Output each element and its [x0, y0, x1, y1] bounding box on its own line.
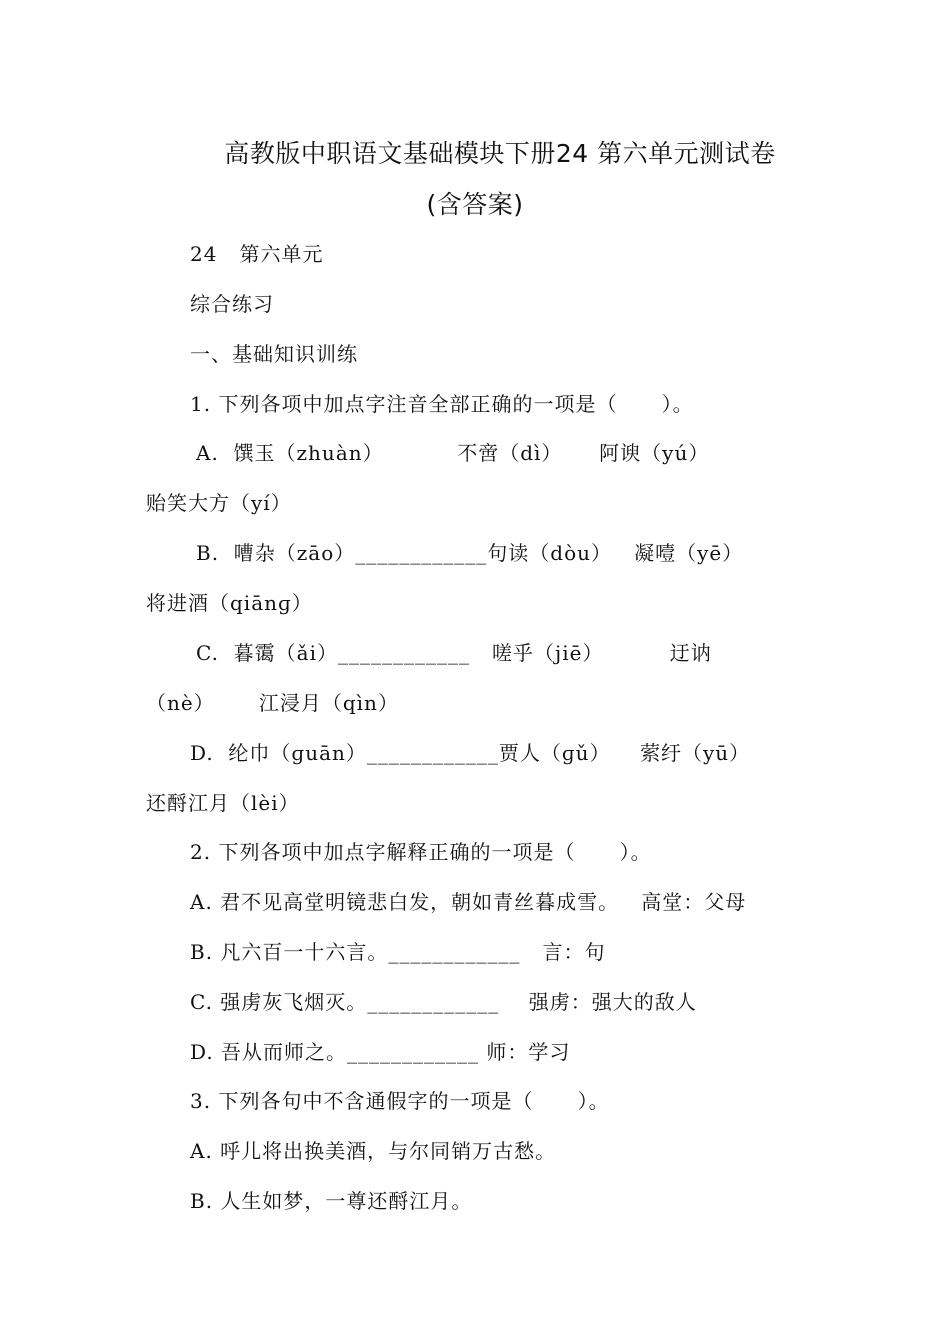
question-1-option-b-cont: 将进酒（qiānɡ） — [146, 591, 313, 615]
document-title-line2: (含答案) — [426, 190, 524, 219]
question-1-option-a-cont: 贻笑大方（yí） — [146, 491, 292, 515]
question-2-option-c: C. 强虏灰飞烟灭。____________ 强虏：强大的敌人 — [190, 990, 697, 1014]
document-title-line1: 高教版中职语文基础模块下册24 第六单元测试卷 — [224, 139, 776, 168]
question-1-option-d: D. 纶巾（ɡuān）____________贾人（ɡǔ） 萦纡（yū） — [190, 741, 751, 765]
question-2-option-d: D. 吾从而师之。____________ 师：学习 — [190, 1040, 571, 1064]
question-3-option-a: A. 呼儿将出换美酒，与尔同销万古愁。 — [190, 1139, 557, 1163]
question-3: 3. 下列各句中不含通假字的一项是（ ）。 — [190, 1089, 610, 1113]
question-1-option-c: C. 暮霭（ǎi）____________ 嗟乎（jiē） 迂讷 — [196, 641, 712, 665]
question-1: 1. 下列各项中加点字注音全部正确的一项是（ ）。 — [190, 392, 694, 416]
question-1-option-c-cont: （nè） 江浸月（qìn） — [146, 691, 399, 715]
question-1-option-d-cont: 还酹江月（lèi） — [146, 791, 300, 815]
question-2-option-b: B. 凡六百一十六言。____________ 言：句 — [190, 940, 606, 964]
question-2: 2. 下列各项中加点字解释正确的一项是（ ）。 — [190, 840, 652, 864]
question-1-option-a: A. 馔玉（zhuàn） 不啻（dì） 阿谀（yú） — [196, 441, 710, 465]
unit-heading: 24 第六单元 — [190, 242, 324, 266]
question-3-option-b: B. 人生如梦，一尊还酹江月。 — [190, 1189, 473, 1213]
question-2-option-a: A. 君不见高堂明镜悲白发，朝如青丝暮成雪。 高堂：父母 — [190, 890, 747, 914]
practice-heading: 综合练习 — [190, 292, 274, 316]
section-heading: 一、基础知识训练 — [190, 342, 358, 366]
question-1-option-b: B. 嘈杂（zāo）____________句读（dòu） 凝噎（yē） — [196, 541, 744, 565]
